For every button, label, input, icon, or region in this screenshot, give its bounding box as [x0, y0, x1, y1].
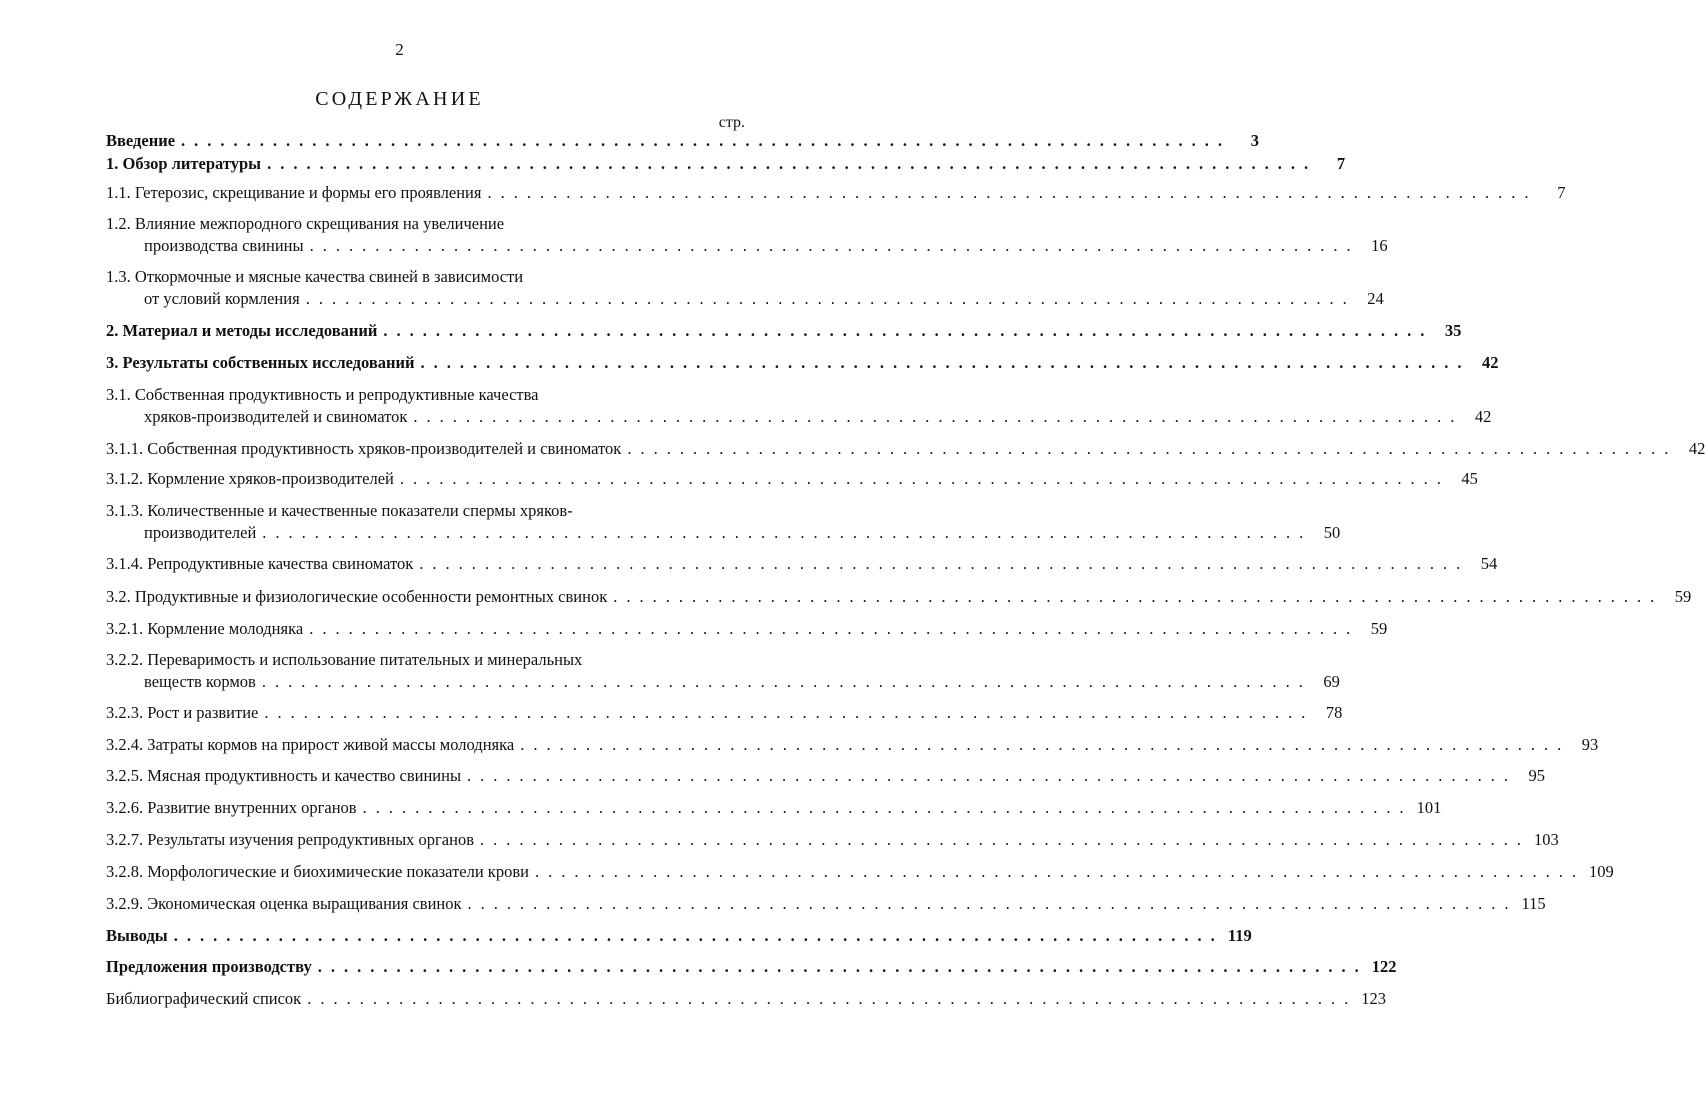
- toc-page-number: 122: [1371, 957, 1397, 976]
- toc-page-number: 42: [1474, 407, 1492, 426]
- page-column-header: стр.: [718, 114, 745, 131]
- dot-leader: ................................................................................: [487, 183, 1538, 202]
- dot-leader: ................................................................................: [613, 587, 1664, 606]
- toc-entry: [106, 213, 1388, 257]
- dot-leader: ................................................................................: [480, 830, 1530, 849]
- toc-page-number: 78: [1325, 703, 1343, 722]
- toc-page-number: 45: [1461, 469, 1478, 488]
- toc-page-number: 59: [1674, 587, 1692, 606]
- toc-entry: [106, 153, 1346, 175]
- toc-page-number: 101: [1416, 798, 1442, 817]
- toc-page-number: 93: [1581, 735, 1599, 754]
- toc-page-number: 69: [1323, 672, 1340, 691]
- toc-page-number: 24: [1367, 289, 1384, 308]
- toc-entry-title-line: 1.2. Влияние межпородного скрещивания на увеличение: [106, 214, 505, 233]
- toc-entry: [106, 734, 1599, 756]
- toc-entry-title-line: 3.1. Собственная продуктивность и репродуктивные качества: [106, 385, 539, 404]
- toc-entry-title: 3.2.9. Экономическая оценка выращивания свинок: [106, 894, 462, 913]
- toc-entry-title: 3.2.5. Мясная продуктивность и качество свинины: [106, 766, 462, 785]
- toc-entry: [106, 553, 1498, 575]
- toc-page-number: 16: [1371, 236, 1388, 255]
- dot-leader: ................................................................................: [520, 735, 1571, 754]
- toc-entry: [106, 500, 1341, 544]
- toc-entry-title: 3.2.7. Результаты изучения репродуктивных органов: [106, 830, 474, 849]
- toc-entry: [106, 765, 1546, 787]
- toc-entry-title: 1.1. Гетерозис, скрещивание и формы его проявления: [106, 183, 482, 202]
- toc-entry: [106, 586, 1692, 608]
- toc-entry-title: 1. Обзор литературы: [106, 154, 262, 173]
- toc-entry-title: 3.1.2. Кормление хряков-производителей: [106, 469, 394, 488]
- toc-entry: [106, 320, 1462, 342]
- toc-entry-title: 3.2.6. Развитие внутренних органов: [106, 798, 357, 817]
- dot-leader: ................................................................................: [309, 619, 1360, 638]
- toc-entry: [106, 925, 1252, 947]
- toc-entry-title: Библиографический список: [106, 989, 302, 1008]
- toc-entry: [106, 861, 1614, 883]
- dot-leader: ................................................................................: [173, 926, 1224, 945]
- toc-page-number: 103: [1534, 830, 1559, 849]
- dot-leader: ................................................................................: [467, 894, 1518, 913]
- toc-entry: [106, 797, 1442, 819]
- toc-page-number: 42: [1688, 439, 1705, 458]
- dot-leader: ................................................................................: [267, 154, 1318, 173]
- toc-entry: [106, 956, 1397, 978]
- dot-leader: ................................................................................: [383, 321, 1434, 340]
- toc-entry-title: Введение: [106, 131, 176, 150]
- toc-entry-title: производителей: [144, 523, 257, 542]
- dot-leader: ................................................................................: [534, 862, 1585, 881]
- dot-leader: ................................................................................: [467, 766, 1518, 785]
- toc-page-number: 115: [1521, 894, 1546, 913]
- dot-leader: ................................................................................: [362, 798, 1413, 817]
- toc-page-number: 95: [1528, 766, 1546, 785]
- dot-leader: ................................................................................: [305, 289, 1356, 308]
- toc-entry-title: Предложения производству: [106, 957, 312, 976]
- toc-entry: [106, 182, 1566, 204]
- toc-entry: [106, 893, 1546, 915]
- toc-entry-title: хряков-производителей и свиноматок: [144, 407, 408, 426]
- dot-leader: ................................................................................: [627, 439, 1678, 458]
- toc-entry: [106, 266, 1384, 310]
- toc-entry-title: 3.2.4. Затраты кормов на прирост живой массы молодняка: [106, 735, 515, 754]
- toc-entry-title: веществ кормов: [144, 672, 256, 691]
- toc-entry-title: 3.2. Продуктивные и физиологические особенности ремонтных свинок: [106, 587, 608, 606]
- toc-page-number: 7: [1557, 183, 1566, 202]
- toc-page-number: 50: [1323, 523, 1341, 542]
- table-of-contents: [106, 0, 1705, 1094]
- toc-entry-title: 3. Результаты собственных исследований: [106, 353, 415, 372]
- toc-entry: [106, 352, 1499, 374]
- toc-entry-title: 3.1.4. Репродуктивные качества свиноматок: [106, 554, 414, 573]
- toc-entry-title: производства свинины: [144, 236, 304, 255]
- toc-entry-title: 2. Материал и методы исследований: [106, 321, 378, 340]
- toc-entry-title: 3.2.3. Рост и развитие: [106, 703, 259, 722]
- toc-entry-title-line: 3.1.3. Количественные и качественные показатели спермы хряков-: [106, 501, 573, 520]
- toc-entry: [106, 649, 1340, 693]
- toc-entry-title-line: 3.2.2. Переваримость и использование питательных и минеральных: [106, 650, 583, 669]
- toc-page-number: 42: [1482, 353, 1499, 372]
- toc-entry-title: Выводы: [106, 926, 168, 945]
- toc-entry-title-line: 1.3. Откормочные и мясные качества свиней в зависимости: [106, 267, 524, 286]
- toc-page-number: 35: [1444, 321, 1462, 340]
- toc-entry: [106, 829, 1559, 851]
- dot-leader: ................................................................................: [317, 957, 1368, 976]
- dot-leader: ................................................................................: [420, 353, 1471, 372]
- toc-page-number: 109: [1588, 862, 1614, 881]
- toc-entry: [106, 702, 1343, 724]
- toc-entry: [106, 988, 1386, 1010]
- page-title: СОДЕРЖАНИЕ: [315, 88, 484, 110]
- dot-leader: ................................................................................: [181, 131, 1232, 150]
- toc-page-number: 54: [1480, 554, 1498, 573]
- toc-entry: [106, 130, 1260, 152]
- dot-leader: ................................................................................: [413, 407, 1464, 426]
- page-number: 2: [395, 40, 404, 59]
- toc-page-number: 123: [1361, 989, 1386, 1008]
- toc-entry-title: 3.1.1. Собственная продуктивность хряков-производителей и свиноматок: [106, 439, 622, 458]
- dot-leader: ................................................................................: [261, 672, 1312, 691]
- toc-entry: [106, 468, 1478, 490]
- toc-entry-title: 3.2.8. Морфологические и биохимические показатели крови: [106, 862, 529, 881]
- toc-entry-title: 3.2.1. Кормление молодняка: [106, 619, 304, 638]
- toc-entry: [106, 618, 1388, 640]
- dot-leader: ................................................................................: [264, 703, 1315, 722]
- toc-entry: [106, 438, 1705, 460]
- dot-leader: ................................................................................: [399, 469, 1450, 488]
- toc-page-number: 7: [1336, 154, 1346, 173]
- toc-page-number: 119: [1227, 926, 1252, 945]
- toc-entry-title: от условий кормления: [144, 289, 300, 308]
- dot-leader: ................................................................................: [262, 523, 1313, 542]
- toc-entry: [106, 384, 1492, 428]
- toc-page-number: 59: [1370, 619, 1388, 638]
- dot-leader: ................................................................................: [307, 989, 1358, 1008]
- dot-leader: ................................................................................: [419, 554, 1470, 573]
- toc-page-number: 3: [1250, 131, 1260, 150]
- dot-leader: ................................................................................: [309, 236, 1360, 255]
